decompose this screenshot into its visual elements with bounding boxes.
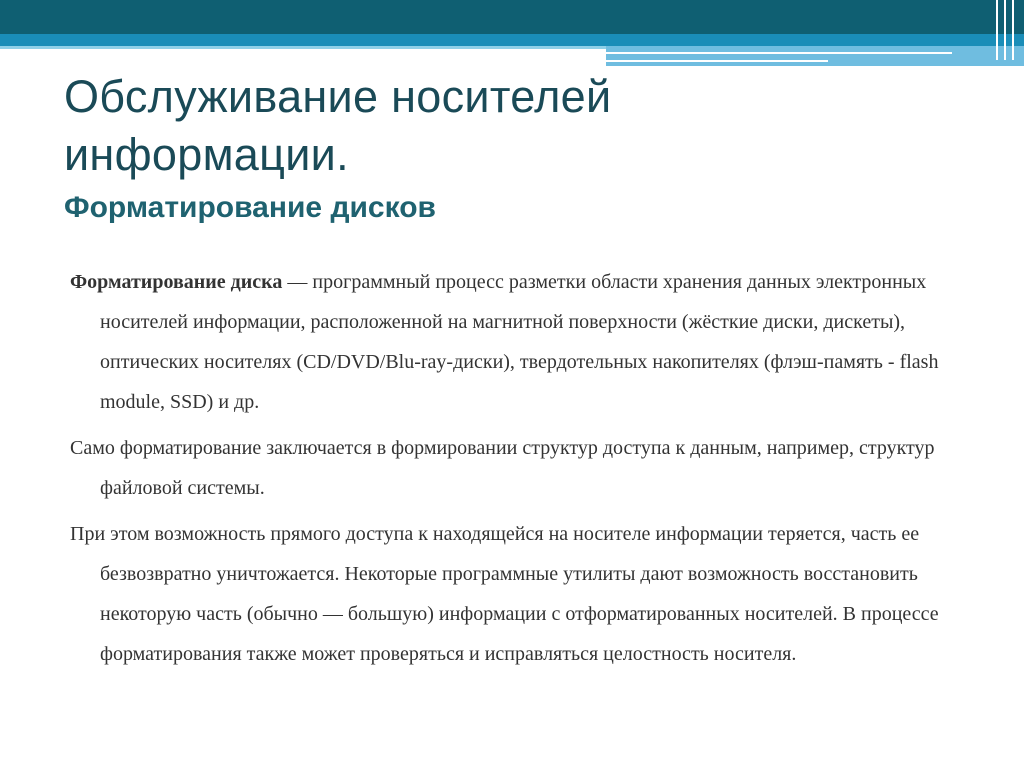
header-vertical-line [1004, 0, 1006, 60]
paragraph-definition [70, 262, 970, 422]
slide-title [64, 68, 964, 184]
slide-body [70, 262, 970, 680]
header-accent-block [606, 46, 1024, 66]
header-stripe-light [0, 46, 610, 49]
header-band [0, 0, 1024, 34]
paragraph-structure: Само форматирование заключается в формировании структур доступа к данным, например, структур файловой системы. [70, 437, 935, 499]
header-accent-line [606, 52, 952, 54]
header-accent-line [606, 60, 828, 62]
paragraph-text: — программный процесс разметки области хранения данных электронных носителей информации, расположенной на магнитной поверхности (жёсткие диски, дискеты), оптических носителях (CD/DVD/Blu-ray-диски), твердотельных накопителях (флэш-память - flash module, SSD) и др. [100, 271, 939, 413]
paragraph-consequences: При этом возможность прямого доступа к находящейся на носителе информации теряется, часть ее безвозвратно уничтожается. Некоторые программные утилиты дают возможность восстановить некоторую часть (обычно — большую) информации с отформатированных носителей. В процессе форматирования также может проверяться и исправляться целостность носителя. [70, 523, 939, 665]
slide-title-line1: Обслуживание носителей [64, 71, 612, 122]
header-vertical-line [1012, 0, 1014, 60]
slide-subtitle: Форматирование дисков [64, 191, 436, 224]
header-vertical-line [996, 0, 998, 60]
term-bold: Форматирование диска [70, 271, 283, 293]
slide-title-line2: информации. [64, 129, 349, 180]
header-stripe [0, 34, 1024, 46]
